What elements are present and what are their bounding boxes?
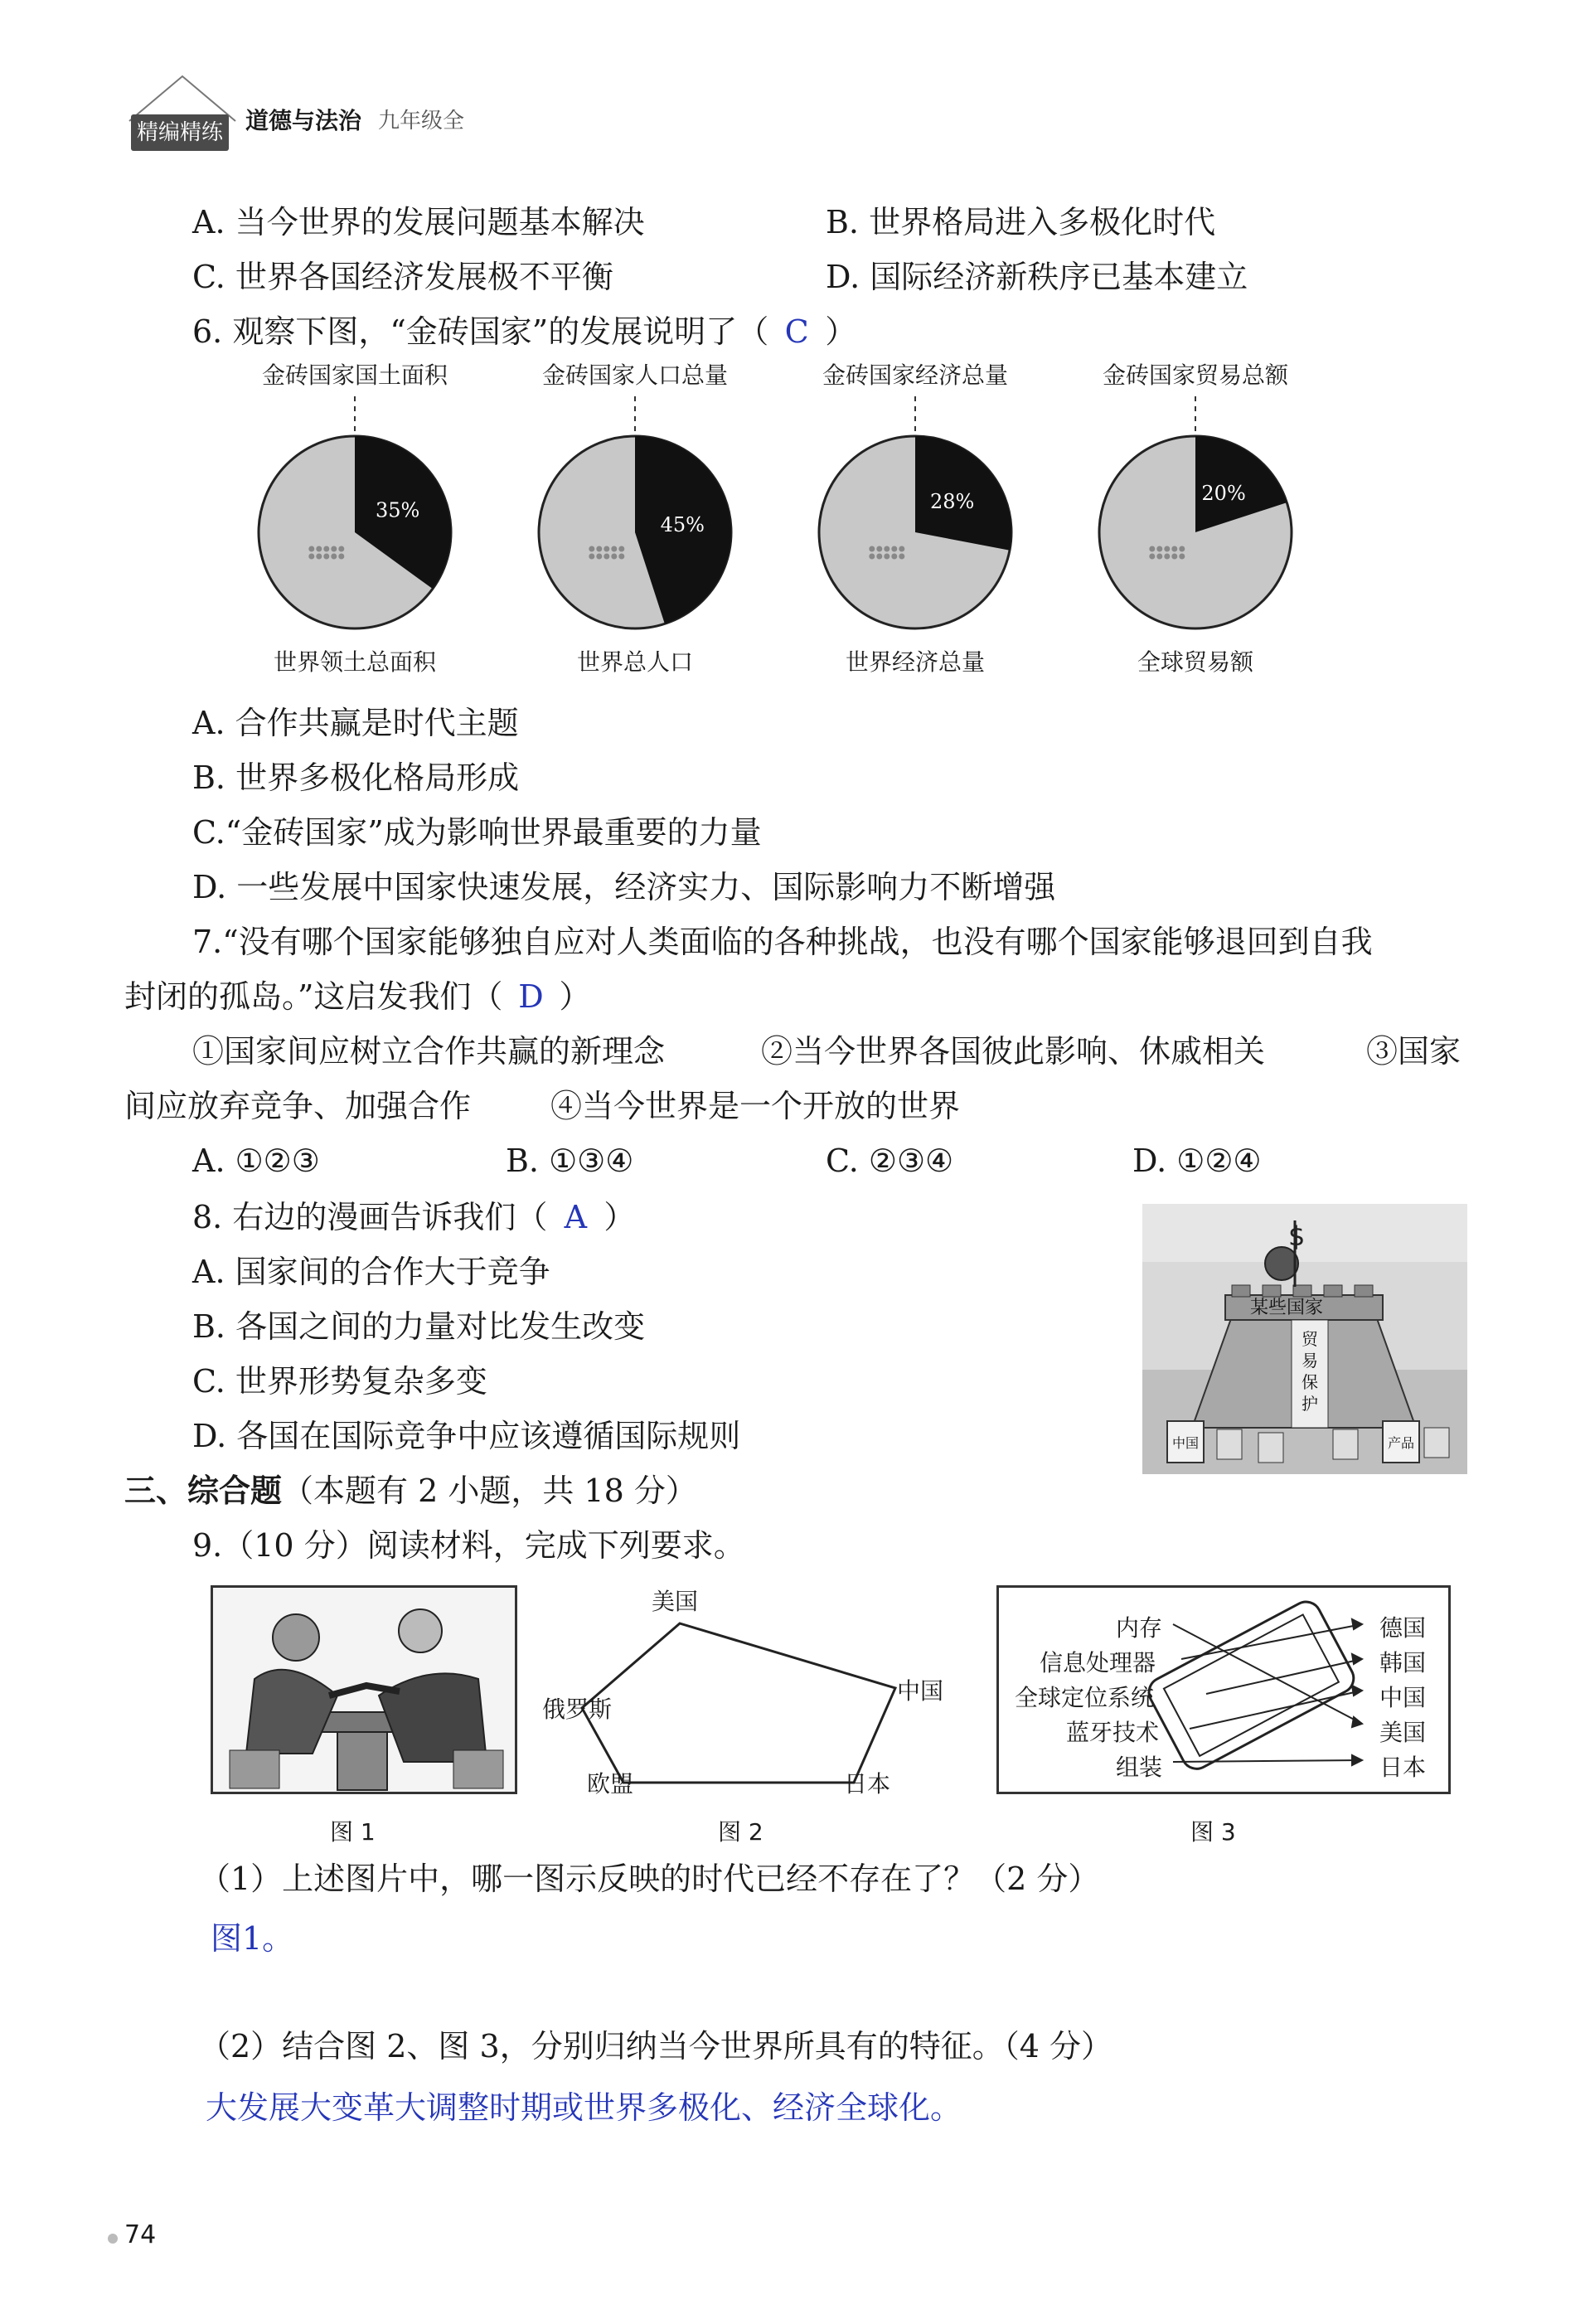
header-grade: 九年级全: [378, 109, 465, 133]
page-dot: [108, 2234, 118, 2244]
pie-title: 金砖国家贸易总额: [1102, 361, 1289, 389]
q7-answer: D: [518, 978, 544, 1015]
q6-option-c: C.“金砖国家”成为影响世界最重要的力量: [192, 814, 762, 851]
caption-figure-1: 图 1: [330, 1818, 376, 1846]
pie-deco-dot: [604, 546, 609, 552]
pie-percent-label: 35%: [376, 498, 420, 522]
fig3-left-1: 内存: [1116, 1614, 1163, 1642]
q8-option-d: D. 各国在国际竞争中应该遵循国际规则: [192, 1418, 741, 1454]
cartoon-wall-label: 某些国家: [1250, 1298, 1324, 1318]
q6-stem: [192, 313, 856, 350]
q6-option-b: B. 世界多极化格局形成: [192, 759, 520, 796]
pie-deco-dot: [869, 546, 875, 552]
q7-item-3b: 间应放弃竞争、加强合作: [124, 1088, 472, 1124]
section3-heading: [124, 1473, 697, 1509]
section3-title: 三、综合题: [124, 1473, 283, 1509]
pie-percent-label: 28%: [930, 490, 975, 514]
pie-deco-dot: [331, 554, 337, 560]
q7-option-c: C. ②③④: [826, 1143, 954, 1179]
pie-deco-dot: [1156, 546, 1162, 552]
q7-stem-line1: 7.“没有哪个国家能够独自应对人类面临的各种挑战，也没有哪个国家能够退回到自我: [192, 924, 1373, 960]
fig3-right-3: 中国: [1379, 1684, 1427, 1711]
q7-option-d: D. ①②④: [1132, 1143, 1262, 1179]
pie-deco-dot: [618, 546, 624, 552]
q6-stem-close: ）: [825, 313, 857, 350]
pie-deco-dot: [331, 546, 337, 552]
q8-option-a: A. 国家间的合作大于竞争: [192, 1254, 550, 1290]
pie-deco-dot: [316, 554, 322, 560]
pie-deco-dot: [323, 546, 329, 552]
q8-option-c: C. 世界形势复杂多变: [192, 1363, 487, 1400]
q9-sub1-answer: 图1。: [211, 1920, 294, 1957]
pie-caption: 全球贸易额: [1137, 648, 1254, 676]
pie-deco-dot: [316, 546, 322, 552]
pie-deco-dot: [618, 554, 624, 560]
pie-deco-dot: [869, 554, 875, 560]
q9-sub1: （1）上述图片中，哪一图示反映的时代已经不存在了？（2 分）: [199, 1861, 1100, 1897]
pie-chart-1: [259, 361, 451, 676]
cartoon-banner: 贸易保护: [1302, 1329, 1318, 1414]
brics-pie-charts: [249, 361, 1343, 693]
pie-deco-dot: [891, 546, 897, 552]
fig2-label-japan: 日本: [844, 1770, 891, 1798]
fig3-right-2: 韩国: [1379, 1649, 1427, 1676]
q7-item-3a: ③国家: [1366, 1033, 1462, 1070]
pie-title: 金砖国家人口总量: [541, 361, 729, 389]
q6-option-d: D. 一些发展中国家快速发展，经济实力、国际影响力不断增强: [192, 869, 1056, 905]
fig3-right-5: 日本: [1379, 1754, 1427, 1781]
pie-chart-2: [539, 361, 731, 676]
cartoon-box-china: 中国: [1172, 1435, 1200, 1451]
pie-title: 金砖国家经济总量: [822, 361, 1009, 389]
pie-deco-dot: [1164, 554, 1170, 560]
pie-deco-dot: [884, 554, 890, 560]
page-number: 74: [124, 2220, 157, 2249]
pie-deco-dot: [1179, 546, 1185, 552]
pie-deco-dot: [308, 554, 314, 560]
q9-sub2-answer: 大发展大变革大调整时期或世界多极化、经济全球化。: [206, 2089, 962, 2126]
pie-caption: 世界领土总面积: [273, 648, 437, 676]
fig3-left-5: 组装: [1116, 1754, 1163, 1781]
q7-stem-close: ）: [559, 978, 591, 1015]
pie-deco-dot: [1149, 546, 1155, 552]
caption-figure-3: 图 3: [1190, 1818, 1236, 1846]
q5-option-c: C. 世界各国经济发展极不平衡: [192, 259, 613, 295]
q7-stem-line2: [124, 978, 590, 1015]
series-badge: 精编精练: [131, 114, 229, 151]
pie-deco-dot: [899, 554, 904, 560]
fig3-left-4: 蓝牙技术: [1066, 1719, 1160, 1746]
pie-deco-dot: [1171, 554, 1177, 560]
fig2-label-russia: 俄罗斯: [542, 1696, 613, 1723]
q6-stem-text: 6. 观察下图，“金砖国家”的发展说明了（: [192, 313, 769, 350]
pie-deco-dot: [884, 546, 890, 552]
pie-deco-dot: [589, 546, 594, 552]
q6-answer: C: [784, 313, 809, 350]
pie-chart-4: [1099, 361, 1292, 676]
pie-percent-label: 20%: [1201, 482, 1246, 506]
pie-deco-dot: [611, 554, 617, 560]
pie-deco-dot: [1179, 554, 1185, 560]
q7-option-a: A. ①②③: [192, 1143, 320, 1179]
pie-deco-dot: [611, 546, 617, 552]
pie-deco-dot: [1164, 546, 1170, 552]
pie-title: 金砖国家国土面积: [261, 361, 448, 389]
pie-deco-dot: [1171, 546, 1177, 552]
pie-deco-dot: [596, 554, 602, 560]
q8-stem: [192, 1199, 635, 1235]
fig2-label-usa: 美国: [652, 1588, 699, 1615]
cartoon-box-product: 产品: [1388, 1435, 1415, 1451]
dollar-sign: $: [1288, 1220, 1306, 1252]
pie-percent-label: 45%: [660, 512, 705, 536]
q7-item-2: ②当今世界各国彼此影响、休戚相关: [761, 1033, 1266, 1070]
header-subject: 道德与法治: [245, 107, 362, 134]
q9-stem: 9.（10 分）阅读材料，完成下列要求。: [192, 1527, 745, 1564]
q7-item-4: ④当今世界是一个开放的世界: [550, 1088, 961, 1124]
caption-figure-2: 图 2: [718, 1818, 763, 1846]
pie-deco-dot: [876, 546, 882, 552]
pie-deco-dot: [1149, 554, 1155, 560]
pie-chart-3: [819, 361, 1011, 676]
q9-sub2: （2）结合图 2、图 3，分别归纳当今世界所具有的特征。（4 分）: [199, 2028, 1113, 2064]
figure-1-cartoon: [211, 1585, 517, 1794]
q8-answer: A: [564, 1199, 588, 1235]
pie-deco-dot: [338, 554, 344, 560]
arm-wrestling-cartoon: [213, 1588, 515, 1792]
pie-deco-dot: [338, 546, 344, 552]
pie-deco-dot: [899, 546, 904, 552]
pie-deco-dot: [1156, 554, 1162, 560]
q7-item-1: ①国家间应树立合作共赢的新理念: [192, 1033, 666, 1070]
pie-deco-dot: [308, 546, 314, 552]
pie-deco-dot: [891, 554, 897, 560]
pie-deco-dot: [876, 554, 882, 560]
pie-deco-dot: [323, 554, 329, 560]
pie-caption: 世界总人口: [576, 648, 694, 676]
q7-option-b: B. ①③④: [506, 1143, 634, 1179]
pie-deco-dot: [589, 554, 594, 560]
q8-stem-close: ）: [604, 1199, 636, 1235]
fig2-label-china: 中国: [897, 1677, 944, 1705]
q7-stem-text: 封闭的孤岛。”这启发我们（: [124, 978, 503, 1015]
fig3-right-4: 美国: [1379, 1719, 1427, 1746]
q8-stem-text: 8. 右边的漫画告诉我们（: [192, 1199, 548, 1235]
pie-deco-dot: [596, 546, 602, 552]
pie-caption: 世界经济总量: [845, 648, 986, 676]
q5-option-b: B. 世界格局进入多极化时代: [826, 204, 1216, 240]
fig3-left-2: 信息处理器: [1040, 1649, 1156, 1676]
fig3-right-1: 德国: [1379, 1614, 1427, 1642]
section3-note: （本题有 2 小题，共 18 分）: [282, 1473, 697, 1509]
q5-option-d: D. 国际经济新秩序已基本建立: [826, 259, 1248, 295]
trade-protection-cartoon: [1142, 1204, 1467, 1474]
q6-option-a: A. 合作共赢是时代主题: [192, 705, 519, 741]
q8-option-b: B. 各国之间的力量对比发生改变: [192, 1308, 646, 1345]
fig3-left-3: 全球定位系统: [1015, 1684, 1155, 1711]
fig2-label-eu: 欧盟: [587, 1770, 634, 1798]
q5-option-a: A. 当今世界的发展问题基本解决: [192, 204, 645, 240]
pie-deco-dot: [604, 554, 609, 560]
